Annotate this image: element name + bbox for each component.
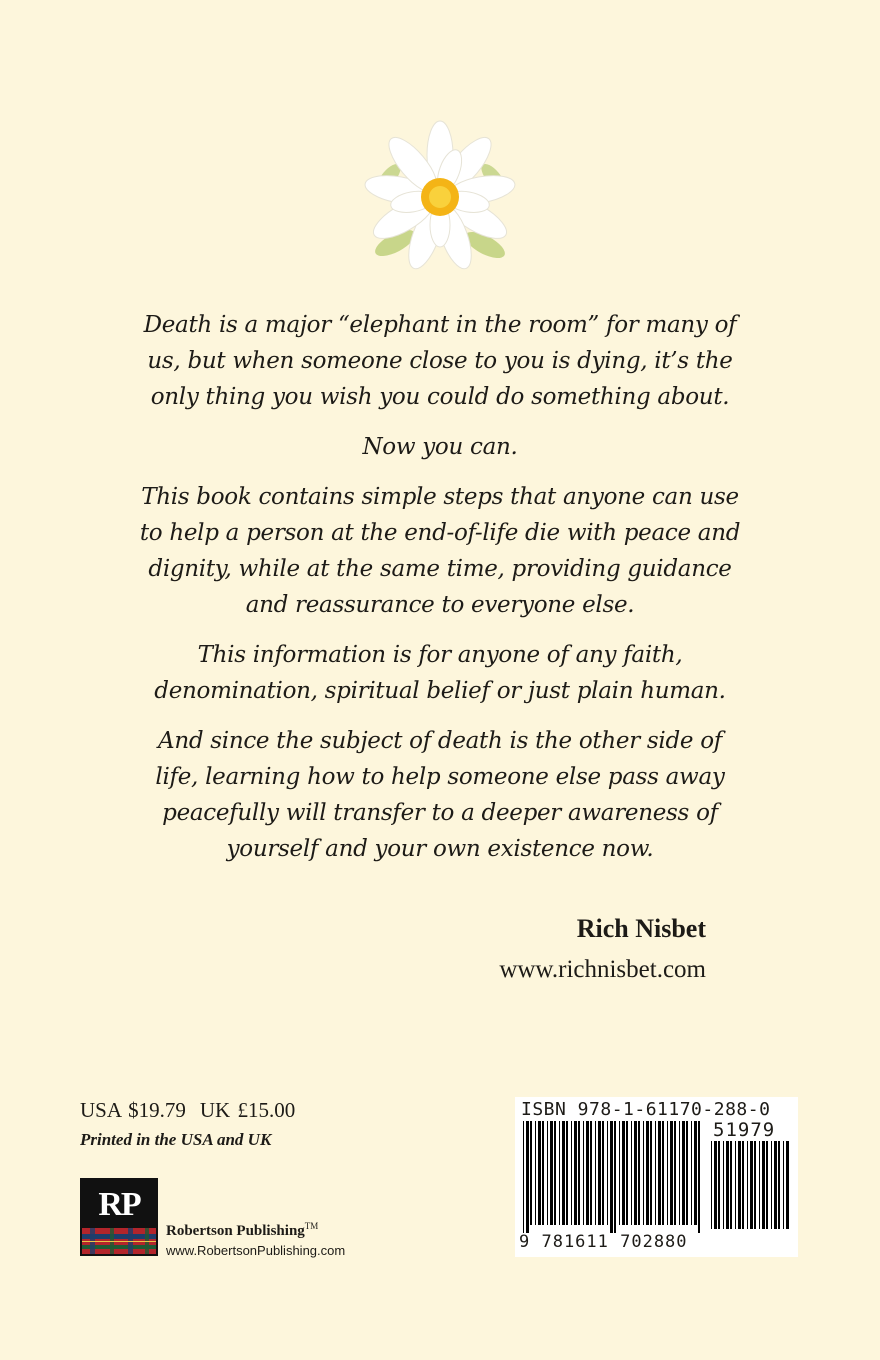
barcode-bar [742, 1141, 744, 1229]
barcode-bar [754, 1141, 756, 1229]
barcode-bar [598, 1121, 601, 1225]
barcode-bar [542, 1121, 544, 1225]
author-website-link[interactable]: www.richnisbet.com [499, 956, 706, 983]
barcode-bar [786, 1141, 789, 1229]
barcode-bar [559, 1121, 560, 1225]
blurb-paragraph-2: Now you can. [362, 434, 518, 460]
barcode-bar [538, 1121, 541, 1225]
barcode-bar [679, 1121, 680, 1225]
blurb-paragraph-5: And since the subject of death is the other side of life, learning how to help someone else pass away peacefully will transfer to a deeper awareness of yourself and your own existence now. [155, 728, 725, 862]
barcode-bar [622, 1121, 625, 1225]
barcode-bar [578, 1121, 580, 1225]
barcode-bar [583, 1121, 584, 1225]
publisher-name: Robertson Publishing™ [166, 1221, 319, 1239]
tartan-pattern-icon [82, 1228, 156, 1254]
barcode-bar [530, 1121, 532, 1225]
barcode-bar [726, 1141, 729, 1229]
barcode-bar [571, 1121, 572, 1225]
printed-in-note: Printed in the USA and UK [80, 1130, 272, 1149]
barcode-bar [718, 1141, 720, 1229]
barcode-bar [590, 1121, 592, 1225]
price-addon-code: 51979 [713, 1119, 776, 1141]
barcode-bar [574, 1121, 577, 1225]
barcode-bar [554, 1121, 556, 1225]
barcode-bar [662, 1121, 664, 1225]
author-name: Rich Nisbet [576, 914, 706, 943]
barcode-bar [698, 1121, 700, 1233]
barcode-bar [682, 1121, 685, 1225]
barcode-bar [626, 1121, 628, 1225]
barcode-bar [526, 1121, 529, 1233]
barcode-bar [762, 1141, 765, 1229]
barcode-bar [766, 1141, 768, 1229]
publisher-logo-letters: RP [98, 1186, 140, 1223]
barcode-bar [674, 1121, 676, 1225]
barcode-bar [566, 1121, 568, 1225]
barcode-bar [714, 1141, 717, 1229]
barcode-bar [607, 1121, 608, 1225]
barcode-bar [691, 1121, 692, 1225]
publisher-url-link[interactable]: www.RobertsonPublishing.com [166, 1243, 346, 1258]
barcode-bar [730, 1141, 732, 1229]
barcode-bar [747, 1141, 748, 1229]
isbn-label: ISBN 978-1-61170-288-0 [521, 1099, 771, 1120]
barcode-bar [614, 1121, 616, 1233]
barcode-bar [650, 1121, 652, 1225]
ean-barcode-bars [523, 1121, 703, 1237]
barcode-bar [631, 1121, 632, 1225]
barcode-bar [655, 1121, 656, 1225]
barcode-bar [643, 1121, 644, 1225]
barcode-bar [610, 1121, 613, 1233]
trademark-mark: TM [304, 1221, 319, 1231]
publisher-logo [80, 1178, 158, 1256]
price-usa: USA $19.79 [80, 1098, 186, 1122]
barcode-bar [783, 1141, 784, 1229]
price-uk: UK £15.00 [199, 1098, 296, 1122]
barcode-bar [634, 1121, 637, 1225]
barcode-bar [547, 1121, 548, 1225]
barcode-bar [694, 1121, 697, 1225]
water-lily-image [355, 115, 525, 275]
barcode-bar [735, 1141, 736, 1229]
blurb-paragraph-4: This information is for anyone of any faith, denomination, spiritual belief or just plain human. [154, 642, 726, 704]
barcode-bar [774, 1141, 777, 1229]
barcode-bar [670, 1121, 673, 1225]
barcode-bar [771, 1141, 772, 1229]
barcode-bar [595, 1121, 596, 1225]
barcode-bar [535, 1121, 536, 1225]
barcode-bar [550, 1121, 553, 1225]
barcode-bar [723, 1141, 724, 1229]
blurb-paragraph-1: Death is a major “elephant in the room” for many of us, but when someone close to you is dying, it’s the only thing you wish you could do something about. [143, 312, 737, 410]
back-cover-blurb [130, 307, 750, 881]
barcode-bar [738, 1141, 741, 1229]
barcode-bar [562, 1121, 565, 1225]
barcode-bar [619, 1121, 620, 1225]
barcode-bar [667, 1121, 668, 1225]
barcode-bar [658, 1121, 661, 1225]
barcode-bar [602, 1121, 604, 1225]
isbn-barcode [515, 1097, 798, 1257]
addon-barcode-bars [711, 1141, 791, 1231]
barcode-bar [778, 1141, 780, 1229]
blurb-paragraph-3: This book contains simple steps that anyone can use to help a person at the end-of-life die with peace and dignity, while at the same time, providing guidance and reassurance to everyone else. [139, 484, 741, 618]
barcode-bar [686, 1121, 688, 1225]
barcode-digits: 9 781611 702880 [519, 1232, 688, 1252]
barcode-bar [523, 1121, 524, 1233]
barcode-bar [750, 1141, 753, 1229]
barcode-bar [759, 1141, 760, 1229]
barcode-bar [646, 1121, 649, 1225]
barcode-bar [586, 1121, 589, 1225]
barcode-bar [638, 1121, 640, 1225]
barcode-bar [711, 1141, 712, 1229]
price-line [80, 1098, 295, 1123]
